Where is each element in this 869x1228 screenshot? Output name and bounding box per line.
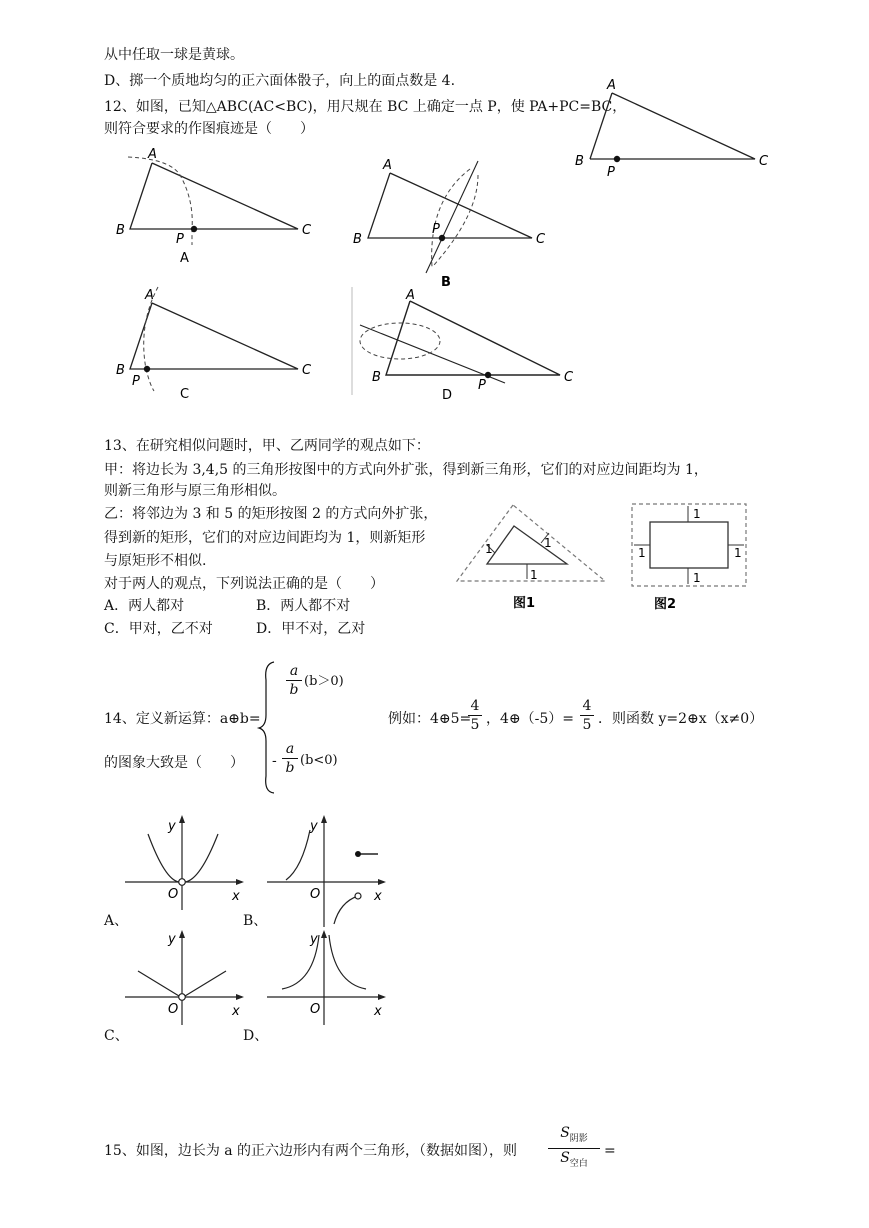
q13-line7: 对于两人的观点，下列说法正确的是（ ）: [104, 576, 384, 592]
q14-example-fraction-2: [580, 697, 594, 734]
q15-text: 15、如图，边长为 a 的正六边形内有两个三角形，（数据如图），则: [104, 1143, 518, 1159]
q14-graph-c: [120, 927, 250, 1027]
graph-a-origin: O: [168, 887, 179, 902]
q13-option-a: A．两人都对: [104, 598, 185, 614]
option-b-label-p: P: [432, 222, 440, 237]
q15-den-symbol: S: [560, 1149, 570, 1166]
q13-line4: 乙：将邻边为 3 和 5 的矩形按图 2 的方式向外扩张，: [104, 506, 438, 522]
graph-b-y: y: [310, 819, 318, 834]
q12-option-a-figure: [110, 145, 320, 270]
option-d-label-p: P: [478, 378, 486, 393]
fig1-gap-bottom: 1: [530, 568, 538, 582]
q14-ex1-denominator: 5: [470, 717, 480, 733]
q14-case2-denominator: b: [285, 760, 295, 776]
q14-case2-numerator: a: [282, 740, 298, 759]
q12-main-figure: [570, 75, 780, 180]
option-a-label-p: P: [176, 232, 184, 247]
q14-line2: 的图象大致是（ ）: [104, 755, 244, 771]
q15-numerator: [548, 1124, 600, 1149]
q13-option-b: B．两人都不对: [256, 598, 351, 614]
option-a-label-c: C: [302, 223, 312, 238]
q14-case1-condition: (b＞0): [304, 674, 344, 689]
graph-d-origin: O: [310, 1002, 321, 1017]
option-d-caption: D: [442, 388, 453, 403]
option-b-label-a: A: [383, 158, 392, 173]
q15-num-subscript: 阴影: [569, 1133, 588, 1144]
graph-d-y: y: [310, 932, 318, 947]
graph-b-x: x: [374, 889, 382, 904]
fig1-gap-right: 1: [544, 536, 552, 550]
q15-denominator: [548, 1149, 600, 1173]
graph-c-origin: O: [168, 1002, 179, 1017]
option-c-label-c: C: [302, 363, 312, 378]
fig2-gap-bottom: 1: [693, 571, 701, 585]
q14-ex2-numerator: 4: [580, 697, 594, 716]
q12-question-line2: 则符合要求的作图痕迹是（ ）: [104, 121, 314, 137]
q12-option-b-figure: [350, 155, 560, 290]
option-d-label-c: C: [564, 370, 574, 385]
q13-figure-2: [628, 500, 750, 612]
q12-option-d-figure: [350, 285, 585, 405]
option-b-label-b: B: [353, 232, 362, 247]
q14-graph-d: [262, 927, 392, 1027]
q14-case1-denominator: b: [289, 682, 299, 698]
option-a-label-a: A: [148, 147, 157, 162]
q11-option-d: D、掷一个质地均匀的正六面体骰子，向上的面点数是 4.: [104, 73, 456, 89]
q14-graph-b: [262, 812, 392, 932]
fig1-caption: 图1: [513, 596, 536, 611]
q14-case1-fraction: [286, 662, 302, 699]
q13-line3: 则新三角形与原三角形相似。: [104, 483, 286, 499]
option-b-caption: B: [441, 275, 451, 290]
graph-a-y: y: [168, 819, 176, 834]
q12-question-line1: 12、如图，已知△ABC(AC<BC)，用尺规在 BC 上确定一点 P，使 PA+PC=BC，: [104, 99, 627, 115]
q14-graph-label-a: A、: [104, 913, 129, 929]
fig2-gap-right: 1: [734, 546, 742, 560]
q13-line5: 得到新的矩形，它们的对应边间距均为 1，则新矩形: [104, 530, 426, 546]
q13-figure-1: [455, 497, 615, 612]
fig2-gap-left: 1: [638, 546, 646, 560]
fig2-caption: 图2: [654, 597, 677, 612]
q14-graph-label-c: C、: [104, 1028, 129, 1044]
q14-ex1-numerator: 4: [468, 697, 482, 716]
q13-line1: 13、在研究相似问题时，甲、乙两同学的观点如下：: [104, 438, 430, 454]
q15-ratio-fraction: [548, 1124, 600, 1173]
graph-a-x: x: [232, 889, 240, 904]
q14-case2-condition: (b<0): [300, 753, 338, 768]
q14-ex2-denominator: 5: [582, 717, 592, 733]
fig1-gap-left: 1: [485, 542, 493, 556]
q13-option-c: C．甲对，乙不对: [104, 621, 213, 637]
q14-prefix: 14、定义新运算：a⊕b=: [104, 711, 261, 727]
q15-den-subscript: 空白: [569, 1158, 588, 1169]
q14-case2-fraction: [282, 740, 298, 777]
graph-c-x: x: [232, 1004, 240, 1019]
q14-graph-label-b: B、: [243, 913, 268, 929]
fig2-gap-top: 1: [693, 507, 701, 521]
q14-graph-a: [120, 812, 250, 912]
q14-case2-sign: -: [272, 753, 277, 769]
option-c-label-a: A: [145, 288, 154, 303]
q14-brace: [258, 660, 278, 795]
q14-example-c: ．则函数 y=2⊕x（x≠0）: [598, 711, 764, 727]
q13-line2: 甲：将边长为 3,4,5 的三角形按图中的方式向外扩张，得到新三角形，它们的对应边间距均为 1，: [104, 462, 708, 478]
graph-d-x: x: [374, 1004, 382, 1019]
q15-equals: =: [604, 1143, 616, 1159]
q14-example-fraction-1: [468, 697, 482, 734]
option-c-caption: C: [180, 387, 190, 402]
q13-line6: 与原矩形不相似.: [104, 553, 207, 569]
graph-c-y: y: [168, 932, 176, 947]
q14-example-a: 例如：4⊕5=: [388, 711, 472, 727]
main-label-b: B: [575, 154, 584, 169]
q13-option-d: D．甲不对，乙对: [256, 621, 366, 637]
option-a-caption: A: [180, 251, 189, 266]
graph-b-origin: O: [310, 887, 321, 902]
option-a-label-b: B: [116, 223, 125, 238]
q14-example-b: ，4⊕（-5）=: [486, 711, 575, 727]
option-d-label-b: B: [372, 370, 381, 385]
q15-num-symbol: S: [560, 1125, 570, 1141]
q14-case1-numerator: a: [286, 662, 302, 681]
option-b-label-c: C: [536, 232, 546, 247]
main-label-p: P: [607, 165, 615, 180]
main-label-c: C: [759, 154, 769, 169]
option-c-label-b: B: [116, 363, 125, 378]
option-c-label-p: P: [132, 374, 140, 389]
q14-graph-label-d: D、: [243, 1028, 269, 1044]
q11-text-tail: 从中任取一球是黄球。: [104, 47, 244, 63]
q12-option-c-figure: [110, 285, 320, 405]
option-d-label-a: A: [406, 288, 415, 303]
main-label-a: A: [607, 78, 616, 93]
